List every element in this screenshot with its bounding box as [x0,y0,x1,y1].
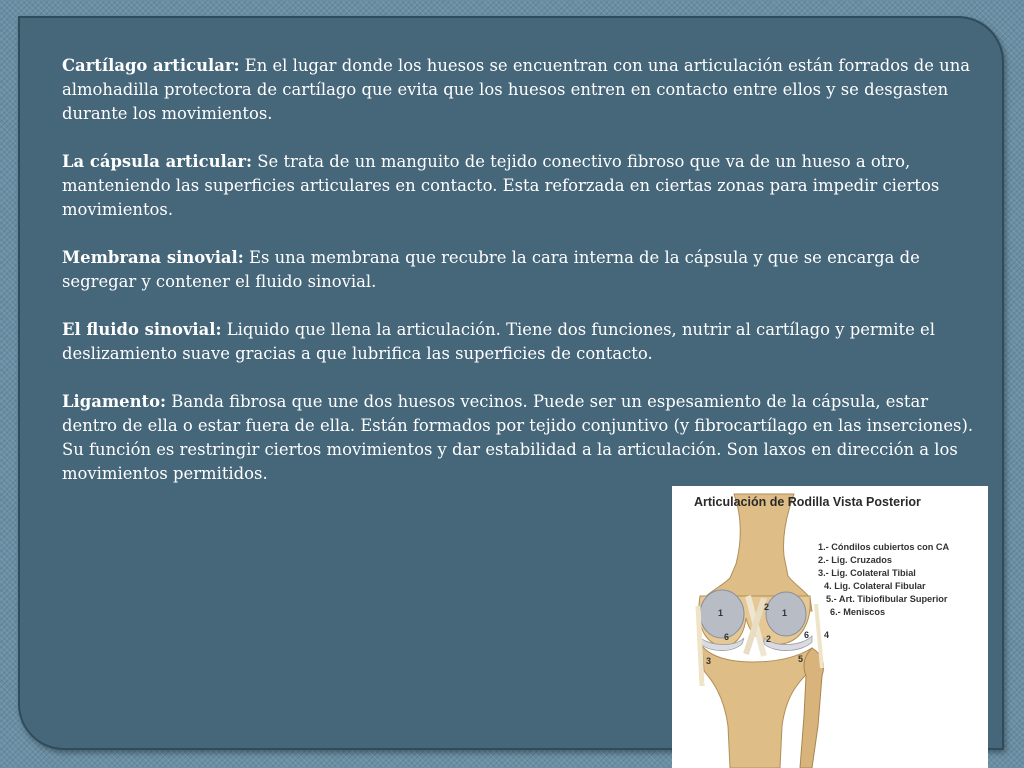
marker-4: 4 [824,630,830,640]
knee-figure [672,486,988,768]
paragraph-fluido [62,318,977,366]
term-membrana: Membrana sinovial: [62,248,244,267]
legend-item-5: 5.- Art. Tibiofibular Superior [826,594,948,604]
paragraph-ligamento [62,390,977,486]
marker-2-bottom: 2 [766,634,772,644]
legend-item-3: 3.- Lig. Colateral Tibial [818,568,916,578]
term-fluido: El fluido sinovial: [62,320,222,339]
term-capsula: La cápsula articular: [62,152,253,171]
text-block [62,54,977,510]
figure-title: Articulación de Rodilla Vista Posterior [694,495,921,509]
figure-legend [818,541,949,619]
legend-item-4: 4. Lig. Colateral Fibular [824,581,926,591]
legend-item-2: 2.- Lig. Cruzados [818,555,893,565]
legend-item-1: 1.- Cóndilos cubiertos con CA [818,542,950,552]
term-cartilago: Cartílago articular: [62,56,240,75]
marker-3: 3 [706,656,712,666]
knee-illustration [672,486,988,768]
text-cartilago: En el lugar donde los huesos se encuentran con una articulación están forrados de una almohadilla protectora de cartílago que evita que los huesos entren en contacto entre ellos y se desgasten durante los movimientos. [62,56,971,123]
term-ligamento: Ligamento: [62,392,167,411]
marker-2-top: 2 [764,602,770,612]
text-fluido: Liquido que llena la articulación. Tiene dos funciones, nutrir al cartílago y permite el deslizamiento suave gracias a que lubrifica las superficies de contacto. [62,320,935,363]
legend-item-6: 6.- Meniscos [830,607,886,617]
paragraph-membrana [62,246,977,294]
text-membrana: Es una membrana que recubre la cara interna de la cápsula y que se encarga de segregar y contener el fluido sinovial. [62,248,920,291]
marker-6-right: 6 [804,630,810,640]
marker-5: 5 [798,654,804,664]
text-capsula: Se trata de un manguito de tejido conectivo fibroso que va de un hueso a otro, manteniendo las superficies articulares en contacto. Esta reforzada en ciertas zonas para impedir ciertos movimientos. [62,152,940,219]
marker-6-left: 6 [724,632,730,642]
text-ligamento: Banda fibrosa que une dos huesos vecinos. Puede ser un espesamiento de la cápsula, estar dentro de ella o estar fuera de ella. Están formados por tejido conjuntivo (y fibrocartílago en las inserciones). Su función es restringir ciertos movimientos y dar estabilidad a la articulación. Son laxos en dirección a los movimientos permitidos. [62,392,974,483]
paragraph-cartilago [62,54,977,126]
marker-1-left: 1 [718,608,724,618]
marker-1-right: 1 [782,608,788,618]
paragraph-capsula [62,150,977,222]
